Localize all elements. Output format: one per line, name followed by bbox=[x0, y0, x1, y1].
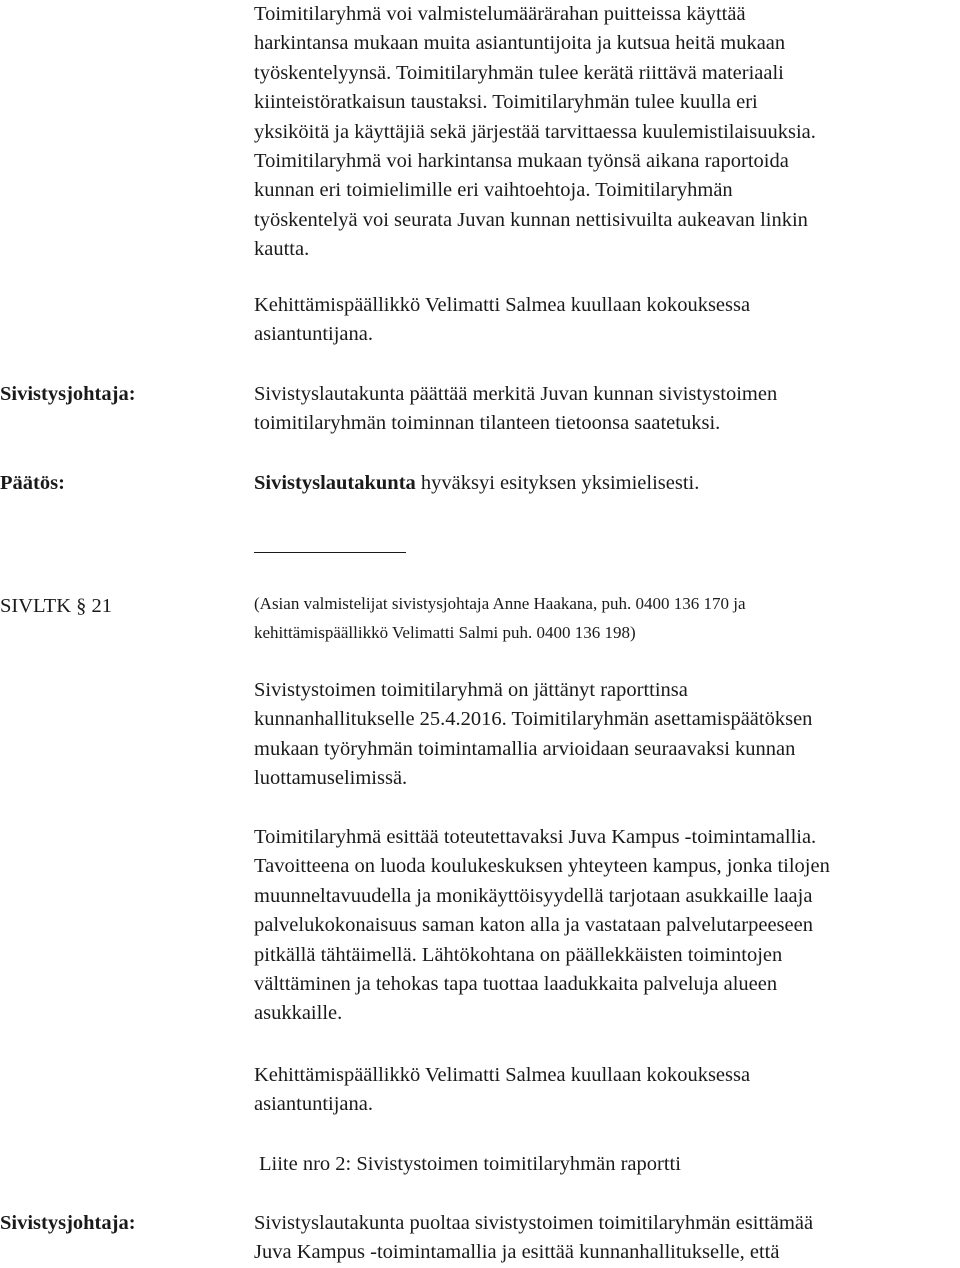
section-identifier: SIVLTK § 21 bbox=[0, 595, 112, 617]
text-line: toimitilaryhmän toiminnan tilanteen tietoonsa saatetuksi. bbox=[254, 412, 721, 435]
expert-note bbox=[254, 1061, 960, 1120]
expert-note bbox=[254, 291, 960, 350]
text-line: Toimitilaryhmä voi harkintansa mukaan työnsä aikana raportoida bbox=[254, 150, 789, 173]
text-line: Toimitilaryhmä voi valmistelumäärärahan puitteissa käyttää bbox=[254, 3, 746, 25]
text-line: (Asian valmistelijat sivistysjohtaja Anne Haakana, puh. 0400 136 170 ja bbox=[254, 594, 746, 613]
text-line: kiinteistöratkaisun taustaksi. Toimitilaryhmän tulee kuulla eri bbox=[254, 91, 758, 114]
text-line: mukaan työryhmän toimintamallia arvioidaan seuraavaksi kunnan bbox=[254, 737, 796, 760]
preparers-note bbox=[254, 589, 960, 648]
text-line: harkintansa mukaan muita asiantuntijoita ja kutsua heitä mukaan bbox=[254, 32, 786, 55]
text-line: kunnan eri toimielimille eri vaihtoehtoja. Toimitilaryhmän bbox=[254, 179, 733, 202]
report-paragraph bbox=[254, 676, 960, 794]
text-line: Tavoitteena on luoda koulukeskuksen yhteyteen kampus, jonka tilojen bbox=[254, 855, 830, 878]
section-divider bbox=[254, 552, 406, 553]
text-line: Juva Kampus -toimintamallia ja esittää kunnanhallitukselle, että bbox=[254, 1241, 780, 1264]
text-line: Kehittämispäällikkö Velimatti Salmea kuullaan kokouksessa bbox=[254, 294, 751, 316]
text-line: välttäminen ja tehokas tapa tuottaa laadukkaita palveluja alueen bbox=[254, 973, 778, 996]
text-line: yksiköitä ja käyttäjiä sekä järjestää tarvittaessa kuulemistilaisuuksia. bbox=[254, 120, 816, 143]
proposal-label: Sivistysjohtaja: bbox=[0, 383, 136, 405]
proposal-text bbox=[254, 1209, 960, 1268]
text-line: Sivistyslautakunta puoltaa sivistystoimen toimitilaryhmän esittämää bbox=[254, 1212, 814, 1234]
proposal-label: Sivistysjohtaja: bbox=[0, 1212, 136, 1234]
text-line: pitkällä tähtäimellä. Lähtökohtana on päällekkäisten toimintojen bbox=[254, 943, 783, 966]
text-line: työskentelyä voi seurata Juvan kunnan nettisivuilta aukeavan linkin bbox=[254, 208, 808, 231]
text-line: Sivistystoimen toimitilaryhmä on jättänyt raporttinsa bbox=[254, 679, 688, 701]
text-line: Kehittämispäällikkö Velimatti Salmea kuullaan kokouksessa bbox=[254, 1064, 751, 1086]
text-line: työskentelyynsä. Toimitilaryhmän tulee kerätä riittävä materiaali bbox=[254, 61, 784, 84]
proposal-text bbox=[254, 380, 960, 439]
attachment-reference: Liite nro 2: Sivistystoimen toimitilaryhmän raportti bbox=[259, 1153, 681, 1175]
text-line: kehittämispäällikkö Velimatti Salmi puh. 0400 136 198) bbox=[254, 623, 636, 643]
decision-label: Päätös: bbox=[0, 472, 65, 494]
text-line: asiantuntijana. bbox=[254, 323, 373, 346]
text-line: asukkaille. bbox=[254, 1002, 343, 1025]
decision-text bbox=[254, 469, 960, 498]
text-line: asiantuntijana. bbox=[254, 1093, 373, 1116]
text-line: Sivistyslautakunta päättää merkitä Juvan kunnan sivistystoimen bbox=[254, 383, 778, 405]
decision-line bbox=[254, 469, 960, 498]
decision-subject: Sivistyslautakunta bbox=[254, 472, 416, 494]
text-line: muunneltavuudella ja monikäyttöisyydellä tarjotaan asukkaille laaja bbox=[254, 884, 813, 907]
text-line: kautta. bbox=[254, 238, 310, 261]
text-line: Toimitilaryhmä esittää toteutettavaksi Juva Kampus -toimintamallia. bbox=[254, 826, 817, 848]
text-line: luottamuselimissä. bbox=[254, 767, 408, 790]
text-line: palvelukokonaisuus saman katon alla ja vastataan palvelutarpeeseen bbox=[254, 914, 813, 937]
text-line: kunnanhallitukselle 25.4.2016. Toimitilaryhmän asettamispäätöksen bbox=[254, 708, 813, 731]
intro-paragraph bbox=[254, 0, 960, 265]
decision-rest: hyväksyi esityksen yksimielisesti. bbox=[415, 472, 700, 494]
campus-paragraph bbox=[254, 823, 960, 1029]
